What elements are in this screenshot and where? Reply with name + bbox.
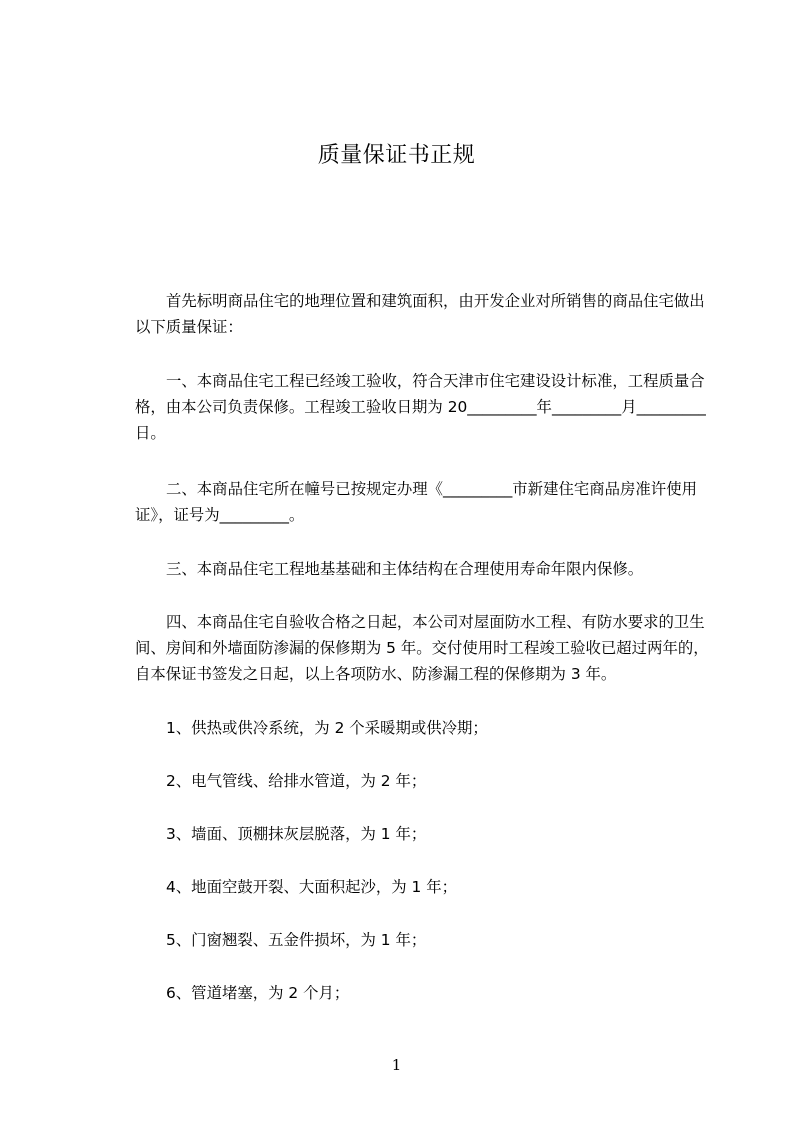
list-item <box>104 821 706 847</box>
page-number: 1 <box>391 1056 402 1074</box>
list-item-text: 1、供热或供冷系统，为 2 个采暖期或供冷期； <box>166 719 488 737</box>
paragraph-line: 自本保证书签发之日起，以上各项防水、防渗漏工程的保修期为 3 年。 <box>135 665 617 683</box>
list-item-text: 6、管道堵塞，为 2 个月； <box>166 984 350 1002</box>
paragraph-line: 以下质量保证： <box>135 318 243 336</box>
paragraph-clause-1 <box>104 368 706 446</box>
paragraph-line: 三、本商品住宅工程地基基础和主体结构在合理使用寿命年限内保修。 <box>166 560 644 578</box>
paragraph-line: 首先标明商品住宅的地理位置和建筑面积，由开发企业对所销售的商品住宅做出 <box>166 292 705 310</box>
list-item-text: 4、地面空鼓开裂、大面积起沙，为 1 年； <box>166 878 458 896</box>
list-item <box>104 874 706 900</box>
list-item-text: 3、墙面、顶棚抹灰层脱落，为 1 年； <box>166 825 427 843</box>
document-title: 质量保证书正规 <box>317 143 476 168</box>
paragraph-line: 二、本商品住宅所在幢号已按规定办理《_________市新建住宅商品房准许使用 <box>166 480 697 498</box>
list-item <box>104 768 706 794</box>
paragraph-line: 格，由本公司负责保修。工程竣工验收日期为 20_________年_________月_________ <box>135 398 706 416</box>
list-item <box>104 980 706 1006</box>
paragraph-clause-3 <box>104 556 706 582</box>
list-item-text: 2、电气管线、给排水管道，为 2 年； <box>166 772 427 790</box>
list-item-text: 5、门窗翘裂、五金件损坏，为 1 年； <box>166 931 427 949</box>
paragraph-line: 一、本商品住宅工程已经竣工验收，符合天津市住宅建设设计标准，工程质量合 <box>166 372 705 390</box>
list-item <box>104 927 706 953</box>
list-item <box>104 715 706 741</box>
paragraph-intro <box>104 288 706 340</box>
paragraph-clause-2 <box>104 476 706 528</box>
paragraph-line: 间、房间和外墙面防渗漏的保修期为 5 年。交付使用时工程竣工验收已超过两年的， <box>135 639 709 657</box>
paragraph-clause-4 <box>104 609 709 687</box>
paragraph-line: 四、本商品住宅自验收合格之日起，本公司对屋面防水工程、有防水要求的卫生 <box>166 613 705 631</box>
paragraph-line: 日。 <box>135 424 166 442</box>
paragraph-line: 证》，证号为_________。 <box>135 506 305 524</box>
